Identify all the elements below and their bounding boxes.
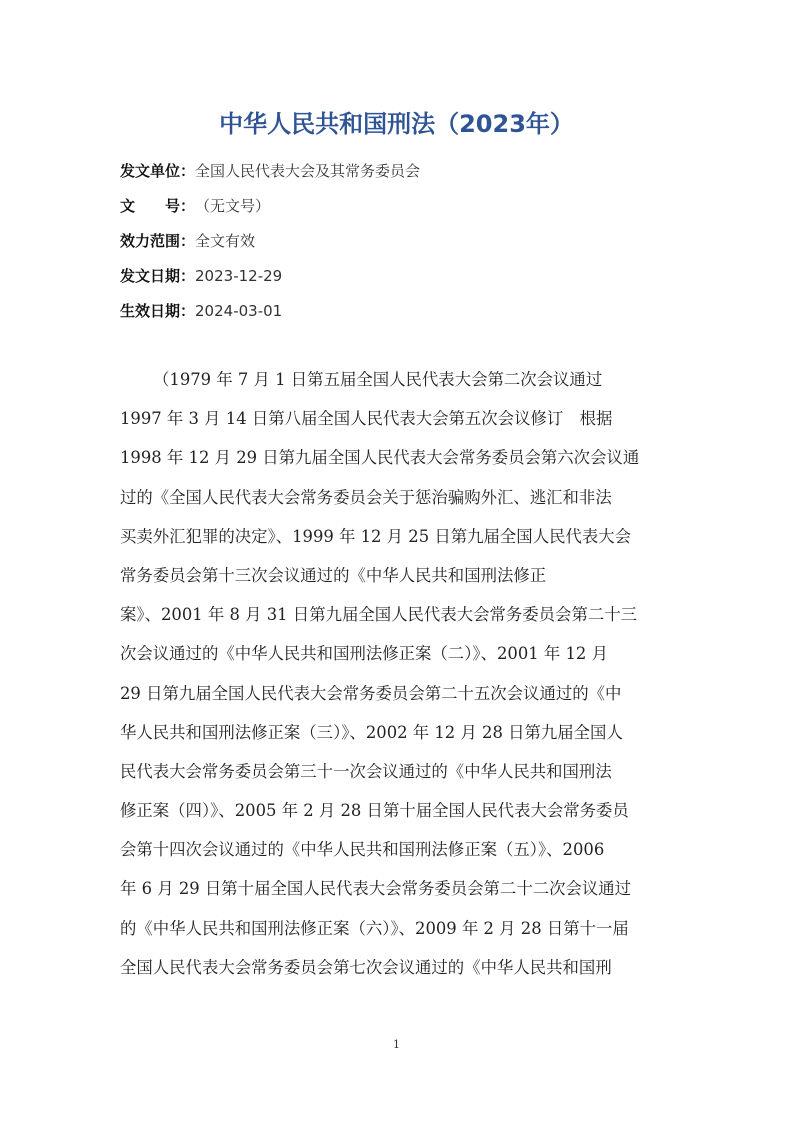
body-line: 1997 年 3 月 14 日第八届全国人民代表大会第五次会议修订 根据 xyxy=(120,409,613,429)
body-line: 的《中华人民共和国刑法修正案（六）》、2009 年 2 月 28 日第十一届 xyxy=(120,918,629,938)
page-title: 中华人民共和国刑法（2023年） xyxy=(219,110,574,138)
page-number: 1 xyxy=(393,1038,400,1051)
meta-value-issue-date: 2023-12-29 xyxy=(195,267,283,285)
body-line: 次会议通过的《中华人民共和国刑法修正案（二）》、2001 年 12 月 xyxy=(120,644,608,664)
meta-label-scope: 效力范围： xyxy=(120,232,196,250)
body-line: （1979 年 7 月 1 日第五届全国人民代表大会第二次会议通过 xyxy=(153,370,603,389)
document-metadata xyxy=(120,160,680,335)
meta-row-issue-date xyxy=(120,265,680,300)
meta-row-issuer xyxy=(120,160,680,195)
meta-label-effective-date: 生效日期： xyxy=(120,302,196,320)
meta-value-doc-number: （无文号） xyxy=(195,197,271,215)
body-line: 29 日第九届全国人民代表大会常务委员会第二十五次会议通过的《中 xyxy=(120,683,622,703)
meta-value-effective-date: 2024-03-01 xyxy=(195,302,283,320)
meta-label-doc-number: 文 号： xyxy=(120,197,196,215)
meta-row-doc-number xyxy=(120,195,680,230)
meta-label-issuer: 发文单位： xyxy=(120,162,196,180)
meta-row-scope xyxy=(120,230,680,265)
body-line: 过的《全国人民代表大会常务委员会关于惩治骗购外汇、逃汇和非法 xyxy=(120,487,612,507)
meta-row-effective-date xyxy=(120,300,680,335)
body-line: 民代表大会常务委员会第三十一次会议通过的《中华人民共和国刑法 xyxy=(120,761,612,781)
body-line: 华人民共和国刑法修正案（三）》、2002 年 12 月 28 日第九届全国人 xyxy=(120,722,623,742)
body-line: 年 6 月 29 日第十届全国人民代表大会常务委员会第二十二次会议通过 xyxy=(120,879,632,899)
meta-label-issue-date: 发文日期： xyxy=(120,267,196,285)
meta-value-issuer: 全国人民代表大会及其常务委员会 xyxy=(195,162,421,180)
body-line: 修正案（四）》、2005 年 2 月 28 日第十届全国人民代表大会常务委员 xyxy=(120,801,629,821)
body-line: 案》、2001 年 8 月 31 日第九届全国人民代表大会常务委员会第二十三 xyxy=(120,605,638,625)
body-line: 买卖外汇犯罪的决定》、1999 年 12 月 25 日第九届全国人民代表大会 xyxy=(120,526,632,546)
body-line: 1998 年 12 月 29 日第九届全国人民代表大会常务委员会第六次会议通 xyxy=(120,448,640,468)
document-body xyxy=(120,360,676,987)
body-line: 常务委员会第十三次会议通过的《中华人民共和国刑法修正 xyxy=(120,565,547,585)
body-line: 会第十四次会议通过的《中华人民共和国刑法修正案（五）》、2006 xyxy=(120,840,605,860)
meta-value-scope: 全文有效 xyxy=(195,232,256,250)
body-line: 全国人民代表大会常务委员会第七次会议通过的《中华人民共和国刑 xyxy=(120,957,612,977)
